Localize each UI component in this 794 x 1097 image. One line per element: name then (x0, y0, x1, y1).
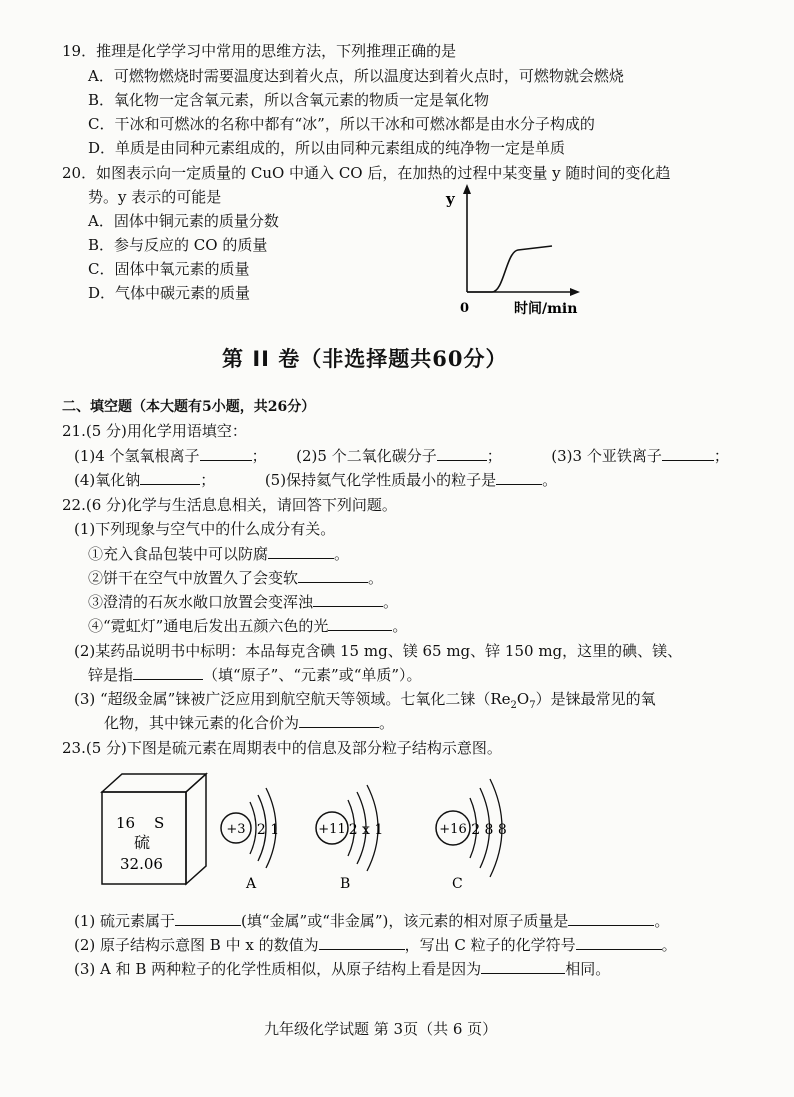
q21-blank-2[interactable] (437, 446, 487, 461)
q20-option-c: C．固体中氧元素的质量 (88, 260, 250, 278)
q20-stem-line2: 势。y 表示的可能是 (88, 188, 222, 206)
q20-option-a: A．固体中铜元素的质量分数 (88, 212, 279, 230)
graph-y-arrow (463, 184, 471, 194)
graph-curve (467, 246, 552, 292)
q22-sub1: (1)下列现象与空气中的什么成分有关。 (74, 520, 336, 538)
q20-option-b: B．参与反应的 CO 的质量 (88, 236, 268, 254)
q19-option-c: C．干冰和可燃冰的名称中都有“冰”，所以干冰和可燃冰都是由水分子构成的 (88, 115, 595, 133)
q23-figure (96, 770, 536, 900)
q21-blank-3[interactable] (662, 446, 714, 461)
q22-sub3-line1: (3) “超级金属”铼被广泛应用到航空航天等领域。七氧化二铼$(Re_2O_7)$是铼最常见的氧 (74, 690, 656, 711)
q19-option-a: A．可燃物燃烧时需要温度达到着火点，所以温度达到着火点时，可燃物就会燃烧 (88, 67, 624, 85)
q23-blank-5[interactable] (481, 959, 565, 974)
q23-stem: 23.(5 分)下图是硫元素在周期表中的信息及部分粒子结构示意图。 (62, 739, 502, 757)
particle-b-label: B (340, 876, 351, 892)
q22-sub3-line2: 化物，其中铼元素的化合价为 。 (104, 714, 395, 732)
q21-row2: (4)氧化钠 ； (5)保持氦气化学性质最小的粒子是 。 (74, 471, 558, 489)
q23-blank-3[interactable] (319, 935, 405, 950)
particle-b-shells: 2 x 1 (348, 822, 384, 838)
particle-c-label: C (452, 876, 463, 892)
q23-part2: (2) 原子结构示意图 B 中 x 的数值为 ，写出 C 粒子的化学符号 。 (74, 936, 677, 954)
q21-blank-1[interactable] (200, 446, 252, 461)
q22-sub2-line1: (2)某药品说明书中标明：本品每克含碘 15 mg、镁 65 mg、锌 150 mg，这里的碘、镁、 (74, 642, 683, 660)
q22-item-4: ④“霓虹灯”通电后发出五颜六色的光 。 (88, 617, 408, 635)
q20-option-d: D．气体中碳元素的质量 (88, 284, 251, 302)
q22-blank-5[interactable] (133, 665, 203, 680)
q23-blank-4[interactable] (576, 935, 662, 950)
periodic-cell (102, 774, 206, 884)
page-footer: 九年级化学试题 第 3页（共 6 页） (264, 1020, 498, 1038)
particle-c-shells: 2 8 8 (471, 822, 507, 838)
q22-blank-6[interactable] (299, 713, 379, 728)
q23-blank-2[interactable] (568, 911, 654, 926)
particle-a-nucleus: +3 (226, 822, 246, 837)
q22-item-1: ①充入食品包装中可以防腐 。 (88, 545, 350, 563)
q19-option-b: B．氧化物一定含氧元素，所以含氧元素的物质一定是氧化物 (88, 91, 490, 109)
q23-blank-1[interactable] (175, 911, 241, 926)
q20-stem-line1: 20．如图表示向一定质量的 CuO 中通入 CO 后，在加热的过程中某变量 y 随时间的变化趋 (62, 164, 671, 182)
particle-b (316, 785, 383, 892)
q21-blank-4[interactable] (140, 470, 200, 485)
q22-sub2-line2: 锌是指 （填“原子”、“元素”或“单质”）。 (88, 666, 422, 684)
particle-a (221, 788, 279, 892)
q21-row1: (1)4 个氢氧根离子 ； (2)5 个二氧化碳分子 ； (3)3 个亚铁离子 ； (74, 447, 729, 465)
q22-blank-4[interactable] (328, 616, 392, 631)
section-heading: 二、填空题（本大题有5小题，共26分） (62, 399, 316, 415)
graph-origin-label: 0 (460, 301, 470, 316)
cell-symbol: S (154, 814, 165, 832)
graph-y-label: y (446, 190, 455, 208)
q22-blank-1[interactable] (268, 544, 334, 559)
particle-b-nucleus: +11 (318, 822, 346, 837)
graph-x-label: 时间/min (514, 301, 578, 317)
particle-c-nucleus: +16 (439, 822, 467, 837)
q22-item-2: ②饼干在空气中放置久了会变软 。 (88, 569, 384, 587)
q22-blank-2[interactable] (298, 568, 368, 583)
particle-c (436, 779, 507, 892)
section-title: 第 II 卷（非选择题共60分） (222, 346, 508, 371)
q21-blank-5[interactable] (496, 470, 542, 485)
q21-stem: 21.(5 分)用化学用语填空： (62, 422, 247, 440)
q22-item-3: ③澄清的石灰水敞口放置会变浑浊 。 (88, 593, 399, 611)
q23-part3: (3) A 和 B 两种粒子的化学性质相似，从原子结构上看是因为 相同。 (74, 960, 611, 978)
particle-a-label: A (246, 876, 257, 892)
q19-stem: 19．推理是化学学习中常用的思维方法，下列推理正确的是 (62, 42, 457, 60)
q23-part1: (1) 硫元素属于 (填“金属”或“非金属”)，该元素的相对原子质量是 。 (74, 912, 670, 930)
cell-atomic-mass: 32.06 (120, 855, 163, 873)
q19-option-d: D．单质是由同种元素组成的，所以由同种元素组成的纯净物一定是单质 (88, 139, 566, 157)
q22-stem: 22.(6 分)化学与生活息息相关，请回答下列问题。 (62, 496, 397, 514)
cell-atomic-number: 16 (116, 814, 136, 832)
graph-x-arrow (570, 288, 580, 296)
particle-a-shells: 2 1 (256, 822, 280, 838)
q20-graph (440, 182, 590, 322)
q22-blank-3[interactable] (313, 592, 383, 607)
cell-element-name: 硫 (134, 833, 151, 852)
